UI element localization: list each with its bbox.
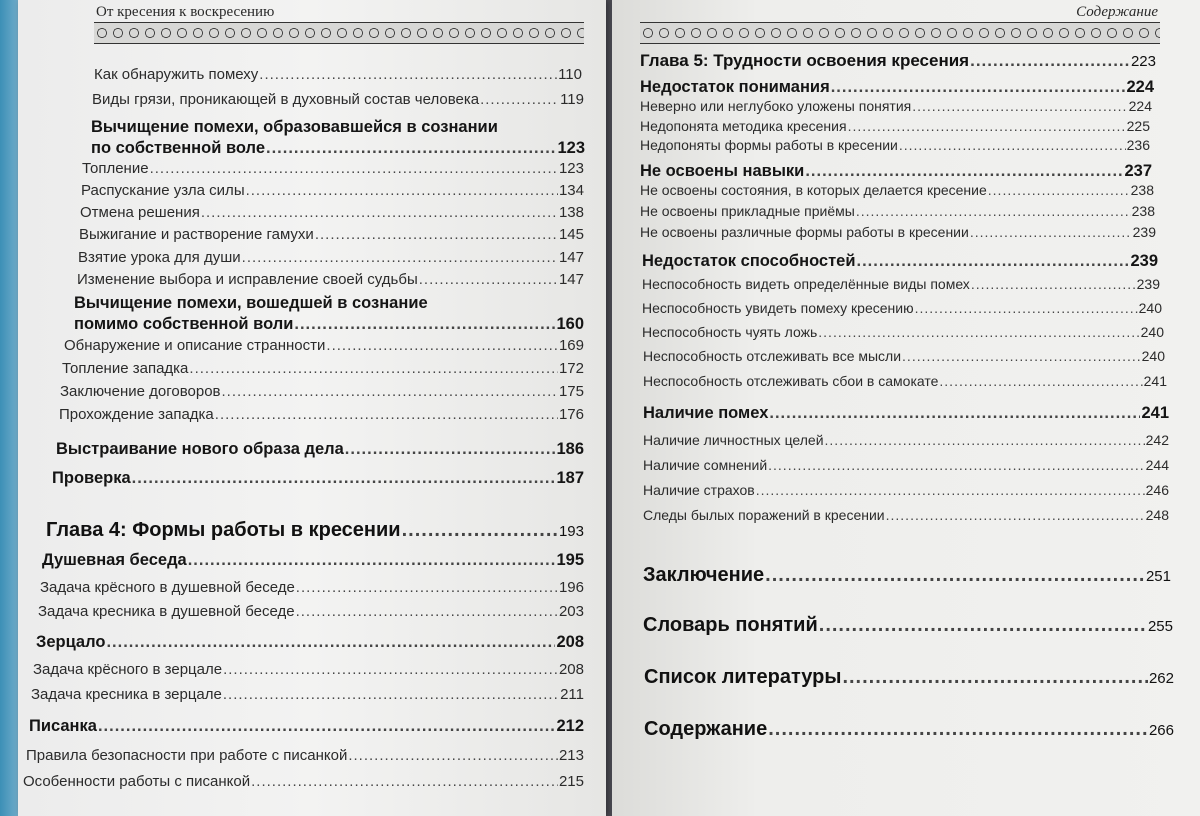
- toc-chapter-entry[interactable]: Глава 4: Формы работы в кресении ..... 193: [46, 519, 584, 542]
- toc-entry[interactable]: Топление западка ..... 172: [62, 360, 584, 377]
- toc-section-entry[interactable]: Выстраивание нового образа дела ..... 186: [56, 440, 584, 459]
- right-page: [612, 0, 1200, 816]
- toc-entry[interactable]: Следы былых поражений в кресении ..... 248: [643, 507, 1169, 523]
- toc-chapter-entry[interactable]: Список литературы ..... 262: [644, 666, 1174, 689]
- toc-entry[interactable]: Распускание узла силы ..... 134: [81, 182, 584, 199]
- toc-chapter-entry[interactable]: Содержание ..... 266: [644, 718, 1174, 741]
- running-head-right: Содержание: [1076, 4, 1158, 20]
- left-page: [18, 0, 606, 816]
- toc-entry[interactable]: Не освоены состояния, в которых делается кресение ..... 238: [640, 182, 1154, 198]
- toc-section-entry[interactable]: Не освоены навыки ..... 237: [640, 162, 1152, 181]
- toc-entry[interactable]: Неспособность увидеть помеху кресению ..... 240: [642, 300, 1162, 316]
- toc-entry[interactable]: Особенности работы с писанкой ..... 215: [23, 773, 584, 790]
- toc-entry[interactable]: Наличие страхов ..... 246: [643, 482, 1169, 498]
- toc-section-title[interactable]: Вычищение помехи, образовавшейся в сознании: [91, 118, 498, 136]
- toc-chapter-entry[interactable]: Заключение ..... 251: [643, 564, 1171, 587]
- toc-section-entry[interactable]: Писанка ..... 212: [29, 717, 584, 736]
- toc-entry[interactable]: Обнаружение и описание странности ..... 169: [64, 337, 584, 354]
- toc-section-entry[interactable]: Душевная беседа ..... 195: [42, 551, 584, 570]
- toc-section-entry[interactable]: Зерцало ..... 208: [36, 633, 584, 652]
- toc-entry[interactable]: Неспособность отслеживать сбои в самокате ..... 241: [643, 373, 1167, 389]
- toc-entry[interactable]: Неспособность отслеживать все мысли ..... 240: [643, 348, 1165, 364]
- toc-entry[interactable]: Задача крёсного в зерцале ..... 208: [33, 661, 584, 678]
- toc-section-entry[interactable]: Недостаток понимания ..... 224: [640, 78, 1154, 97]
- toc-entry[interactable]: Наличие личностных целей ..... 242: [643, 432, 1169, 448]
- toc-entry[interactable]: Задача кресника в душевной беседе ..... 203: [38, 603, 584, 620]
- toc-entry[interactable]: Неверно или неглубоко уложены понятия ..... 224: [640, 98, 1152, 114]
- toc-entry[interactable]: Правила безопасности при работе с писанкой ..... 213: [26, 747, 584, 764]
- toc-entry[interactable]: Заключение договоров ..... 175: [60, 383, 584, 400]
- toc-section-entry[interactable]: по собственной воле ..... 123: [91, 139, 585, 158]
- ornament-band-right: [640, 22, 1160, 44]
- toc-chapter-entry[interactable]: Словарь понятий ..... 255: [643, 614, 1173, 637]
- toc-section-entry[interactable]: Недостаток способностей ..... 239: [642, 252, 1158, 271]
- running-head-left: От кресения к воскресению: [96, 4, 275, 20]
- toc-entry[interactable]: Наличие сомнений ..... 244: [643, 457, 1169, 473]
- toc-section-entry[interactable]: помимо собственной воли ..... 160: [74, 315, 584, 334]
- toc-entry[interactable]: Недопоняты формы работы в кресении ..... 236: [640, 137, 1150, 153]
- toc-entry[interactable]: Изменение выбора и исправление своей судьбы ..... 147: [77, 271, 584, 288]
- toc-entry[interactable]: Недопонята методика кресения ..... 225: [640, 118, 1150, 134]
- toc-entry[interactable]: Задача кресника в зерцале ..... 211: [31, 686, 584, 703]
- toc-entry[interactable]: Взятие урока для души ..... 147: [78, 249, 584, 266]
- toc-entry[interactable]: Выжигание и растворение гамухи ..... 145: [79, 226, 584, 243]
- toc-entry[interactable]: Не освоены прикладные приёмы ..... 238: [640, 203, 1155, 219]
- toc-section-title[interactable]: Вычищение помехи, вошедшей в сознание: [74, 294, 428, 312]
- toc-entry[interactable]: Задача крёсного в душевной беседе ..... 196: [40, 579, 584, 596]
- toc-entry[interactable]: Отмена решения ..... 138: [80, 204, 584, 221]
- toc-entry[interactable]: Как обнаружить помеху ..... 110: [94, 66, 582, 83]
- toc-section-entry[interactable]: Наличие помех ..... 241: [643, 404, 1169, 423]
- toc-entry[interactable]: Виды грязи, проникающей в духовный состав человека ..... 119: [92, 91, 584, 108]
- toc-entry[interactable]: Прохождение западка ..... 176: [59, 406, 584, 423]
- toc-chapter-entry[interactable]: Глава 5: Трудности освоения кресения ..... 223: [640, 51, 1156, 71]
- toc-entry[interactable]: Неспособность видеть определённые виды помех ..... 239: [642, 276, 1160, 292]
- toc-entry[interactable]: Не освоены различные формы работы в кресении ..... 239: [640, 224, 1156, 240]
- ornament-band-left: [94, 22, 584, 44]
- toc-entry[interactable]: Неспособность чуять ложь ..... 240: [642, 324, 1164, 340]
- toc-entry[interactable]: Топление ..... 123: [82, 160, 584, 177]
- toc-section-entry[interactable]: Проверка ..... 187: [52, 469, 584, 488]
